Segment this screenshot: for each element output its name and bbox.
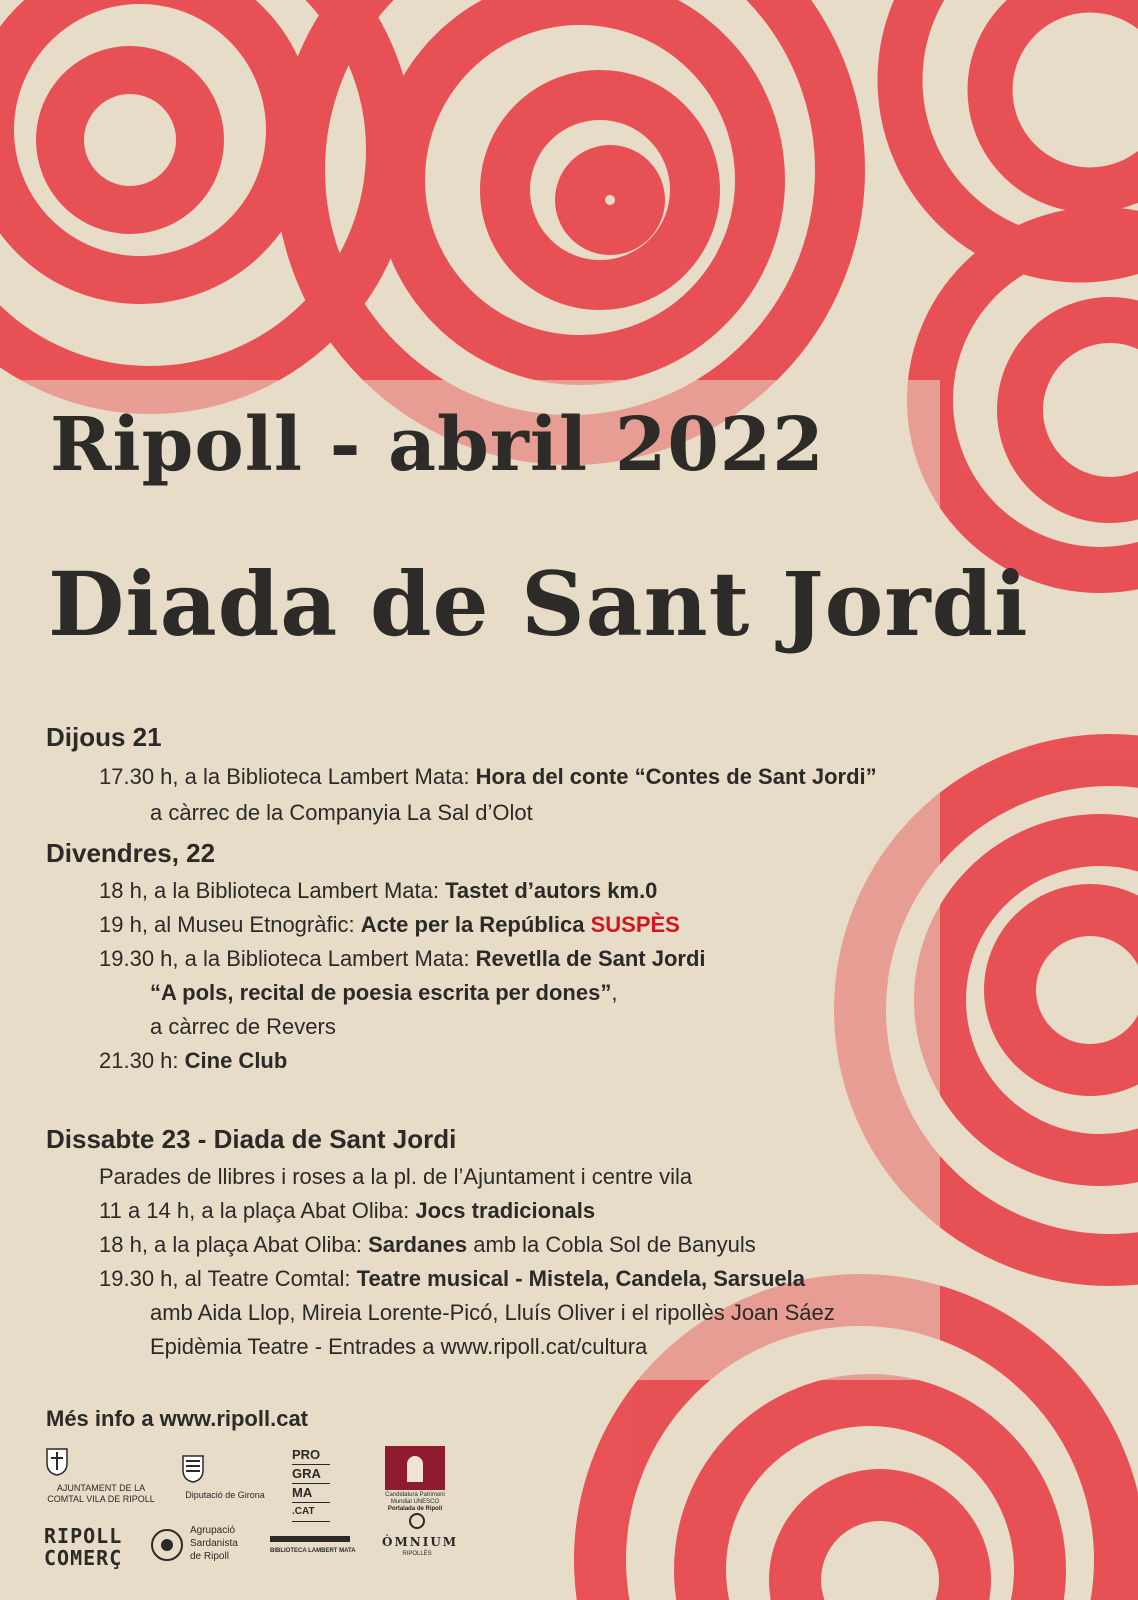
logo-diputacio-girona: Diputació de Girona	[182, 1455, 268, 1501]
list-item: 18 h, a la Biblioteca Lambert Mata: Tastet d’autors km.0	[99, 878, 658, 903]
sardana-circle-icon	[150, 1528, 184, 1562]
coat-of-arms-icon	[46, 1448, 68, 1476]
list-item: amb Aida Llop, Mireia Lorente-Picó, Lluís Oliver i el ripollès Joan Sáez	[150, 1300, 835, 1325]
omnium-icon	[408, 1512, 426, 1530]
day-heading-divendres: Divendres, 22	[46, 838, 216, 868]
day-heading-dissabte: Dissabte 23 - Diada de Sant Jordi	[46, 1124, 457, 1154]
coat-of-arms-icon	[182, 1455, 204, 1483]
list-item: 11 a 14 h, a la plaça Abat Oliba: Jocs tradicionals	[99, 1198, 596, 1223]
more-info-link[interactable]: Més info a www.ripoll.cat	[46, 1406, 309, 1431]
title-city-date: Ripoll - abril 2022	[50, 402, 825, 488]
logo-ajuntament: AJUNTAMENT DE LA COMTAL VILA DE RIPOLL	[46, 1448, 156, 1505]
list-item: a càrrec de Revers	[150, 1014, 336, 1039]
logo-portalada-ripoll: Candidatura Patrimoni Mundial UNESCO Portalada de Ripoll	[380, 1446, 450, 1513]
list-item: 17.30 h, a la Biblioteca Lambert Mata: Hora del conte “Contes de Sant Jordi”	[99, 764, 877, 789]
suspended-badge: SUSPÈS	[590, 912, 680, 937]
list-item: a càrrec de la Companyia La Sal d’Olot	[150, 800, 533, 825]
list-item: 18 h, a la plaça Abat Oliba: Sardanes amb la Cobla Sol de Banyuls	[99, 1232, 756, 1257]
day-heading-dijous: Dijous 21	[46, 722, 162, 752]
logo-programa-cat: PRO GRA MA .CAT	[292, 1446, 330, 1522]
list-item: “A pols, recital de poesia escrita per dones”,	[150, 980, 618, 1005]
list-item: 19.30 h, a la Biblioteca Lambert Mata: Revetlla de Sant Jordi	[99, 946, 706, 971]
list-item: 19.30 h, al Teatre Comtal: Teatre musical - Mistela, Candela, Sarsuela	[99, 1266, 805, 1291]
poster-content: Ripoll - abril 2022 Diada de Sant Jordi Dijous 21 17.30 h, a la Biblioteca Lambert Mata: Hora del conte “Contes de Sant Jordi” a càrrec de la Companyia La Sal d’Olot Divendres, 22 18 h, a la Biblioteca Lambert Mata: Tastet d’autors km.0 19 h, al Museu Etnogràfic: Acte per la República SUSPÈS 19.30 h, a la Biblioteca Lambert Mata: Revetlla de Sant Jordi “A pols, recital de poesia escrita per dones”, a càrrec de Revers 21.30 h: Cine Club Dissabte 23 - Diada de Sant Jordi Parades de llibres i roses a la pl. de l’Ajuntament i centre vila 11 a 14 h, a la plaça Abat Oliba: Jocs tradicionals 18 h, a la plaça Abat Oliba: Sardanes amb la Cobla Sol de Banyuls 19.30 h, al Teatre Comtal: Teatre musical - Mistela, Candela, Sarsuela amb Aida Llop, Mireia Lorente-Picó, Lluís Oliver i el ripollès Joan Sáez Epidèmia Teatre - Entrades a www.ripoll.cat/cultura Més info a www.ripoll.cat AJUNTAMENT DE LA COMTAL VILA DE RIPOLL Diputació de Girona PRO GRA MA .CAT Candidatura Patrimoni Mundial UNESCO Portalada de Ripoll RIPOLL COMERÇ Agrupació Sardanista de Ripoll BIBLIOTECA LAMBERT MATA ÒMNIUM RIPOLLÈS	[0, 0, 1138, 1600]
list-item: 19 h, al Museu Etnogràfic: Acte per la República SUSPÈS	[99, 912, 680, 937]
logo-omnium: ÒMNIUM RIPOLLÈS	[382, 1512, 452, 1560]
list-item: 21.30 h: Cine Club	[99, 1048, 288, 1073]
list-item: Parades de llibres i roses a la pl. de l’Ajuntament i centre vila	[99, 1164, 693, 1189]
logo-biblioteca-lambert-mata: BIBLIOTECA LAMBERT MATA	[270, 1536, 362, 1557]
list-item: Epidèmia Teatre - Entrades a www.ripoll.cat/cultura	[150, 1334, 648, 1359]
title-event: Diada de Sant Jordi	[48, 552, 1029, 656]
bar-icon	[270, 1536, 350, 1542]
logo-ripoll-comerc: RIPOLL COMERÇ	[44, 1524, 123, 1570]
portalada-arch-icon	[385, 1446, 445, 1490]
